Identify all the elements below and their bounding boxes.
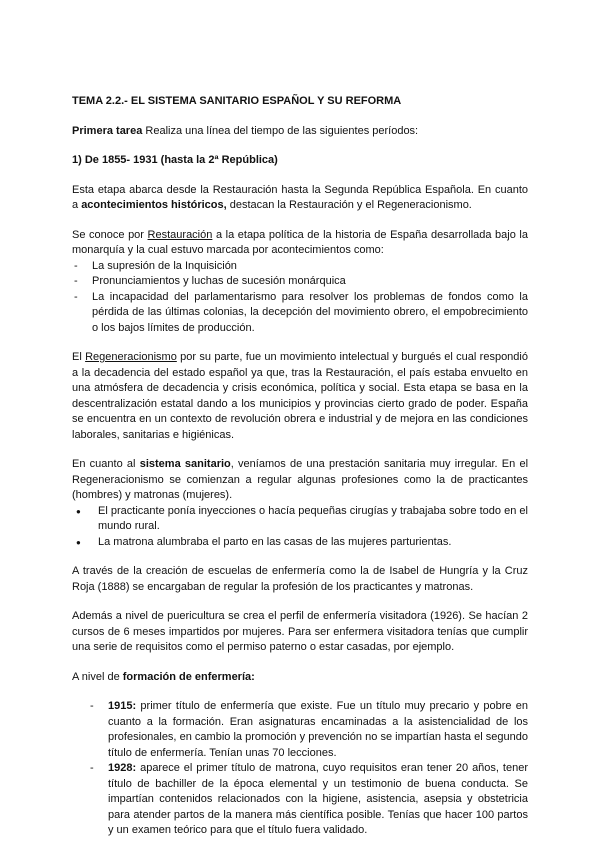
paragraph-puericultura: Además a nivel de puericultura se crea el perfil de enfermería visitadora (1926). Se hacían 2 cursos de 6 meses impartidos por mujeres. Para ser enfermera visitadora tenías que cumplir una serie de requisitos como el permiso paterno o estar casadas, por ejemplo. (72, 610, 528, 653)
underlined-run: Restauración (147, 228, 213, 241)
paragraph-intro (72, 183, 528, 214)
list-item: - La supresión de la Inquisición (72, 259, 528, 275)
paragraph-formacion (72, 670, 528, 686)
list-item: - La incapacidad del parlamentarismo para resolver los problemas de fondos como la pérdida de las últimas colonias, la decepción del movimiento obrero, el empobrecimiento o los bajos límites de producción. (72, 290, 528, 337)
list-item: - Pronunciamientos y luchas de sucesión monárquica (72, 274, 528, 290)
text-run: a la etapa política de la historia de España desarrollada bajo la monarquía y la cual estuvo marcada por acontecimientos como: (72, 228, 528, 256)
underlined-run: Regeneracionismo (85, 351, 177, 363)
paragraph-sistema-sanitario (72, 457, 528, 504)
section-heading: 1) De 1855- 1931 (hasta la 2ª República) (72, 154, 278, 166)
page-title: TEMA 2.2.- EL SISTEMA SANITARIO ESPAÑOL Y SU REFORMA (72, 95, 402, 107)
task-label: Primera tarea (72, 124, 143, 137)
profesiones-list (72, 504, 528, 551)
text-run: En cuanto al (72, 458, 140, 470)
bold-run: sistema sanitario (139, 458, 231, 470)
text-run: aparece el primer título de matrona, cuyo requisitos eran tener 20 años, tener título de bachiller de la época elemental y un testimonio de buena conducta. Se impartían contenidos relacionados con la higiene, asistencia, asepsia y obstetricia para atender partos de la manera más científica posible. Tenías que hacer 100 partos y un examen teórico para que el título fuera validado. (108, 762, 528, 836)
year-label: 1928: (108, 762, 137, 774)
text-run: , veníamos de una prestación sanitaria muy irregular. En el Regeneracionismo se comienzan a regular algunas profesiones como la de practicantes (hombres) y matronas (mujeres). (72, 458, 529, 501)
task-text: Realiza una línea del tiempo de las siguientes períodos: (142, 124, 419, 137)
text-run: A nivel de (72, 670, 123, 683)
bold-run: acontecimientos históricos, (81, 199, 227, 211)
list-item: ● El practicante ponía inyecciones o hacía pequeñas cirugías y trabajaba sobre todo en el mundo rural. (72, 504, 528, 535)
restauracion-list (72, 259, 528, 337)
year-label: 1915: (108, 700, 137, 712)
paragraph-restauracion (72, 228, 528, 259)
text-run: por su parte, fue un movimiento intelectual y burgués el cual respondió a la decadencia del estado español ya que, tras la Restauración, el país estaba envuelto en una atmósfera de decadencia y crisis económica, política y social. Esta etapa se basa en la descentralización estatal dando a los municipios y provincias cierto grado de poder. España se encuentra en un contexto de revolución obrera e industrial y de mejora en las condiciones laborales, sanitarias e higiénicas. (72, 351, 528, 441)
document-page (72, 94, 528, 853)
text-run: destacan la Restauración y el Regeneracionismo. (226, 199, 472, 211)
list-item: ● La matrona alumbraba el parto en las casas de las mujeres parturientas. (72, 535, 528, 551)
text-run: El (72, 351, 86, 363)
bold-run: formación de enfermería: (122, 670, 255, 683)
formacion-list (72, 699, 528, 839)
text-run: Se conoce por (72, 228, 148, 241)
list-item (72, 761, 528, 839)
paragraph-regeneracionismo (72, 350, 528, 443)
text-run: primer título de enfermería que existe. Fue un título muy precario y pobre en cuanto a la formación. Eran asignaturas encaminadas a la asistencialidad de los profesionales, en cambio la promoción y prevención no se impartían hasta el segundo título de enfermería. Tenían unas 70 lecciones. (108, 700, 528, 759)
paragraph-escuelas: A través de la creación de escuelas de enfermería como la de Isabel de Hungría y la Cruz Roja (1888) se encargaban de regular la profesión de los practicantes y matronas. (72, 565, 528, 593)
list-item (72, 699, 528, 761)
task-paragraph (72, 124, 528, 140)
text-run: Esta etapa abarca desde la Restauración hasta la Segunda República Española. En cuanto a (72, 183, 528, 211)
